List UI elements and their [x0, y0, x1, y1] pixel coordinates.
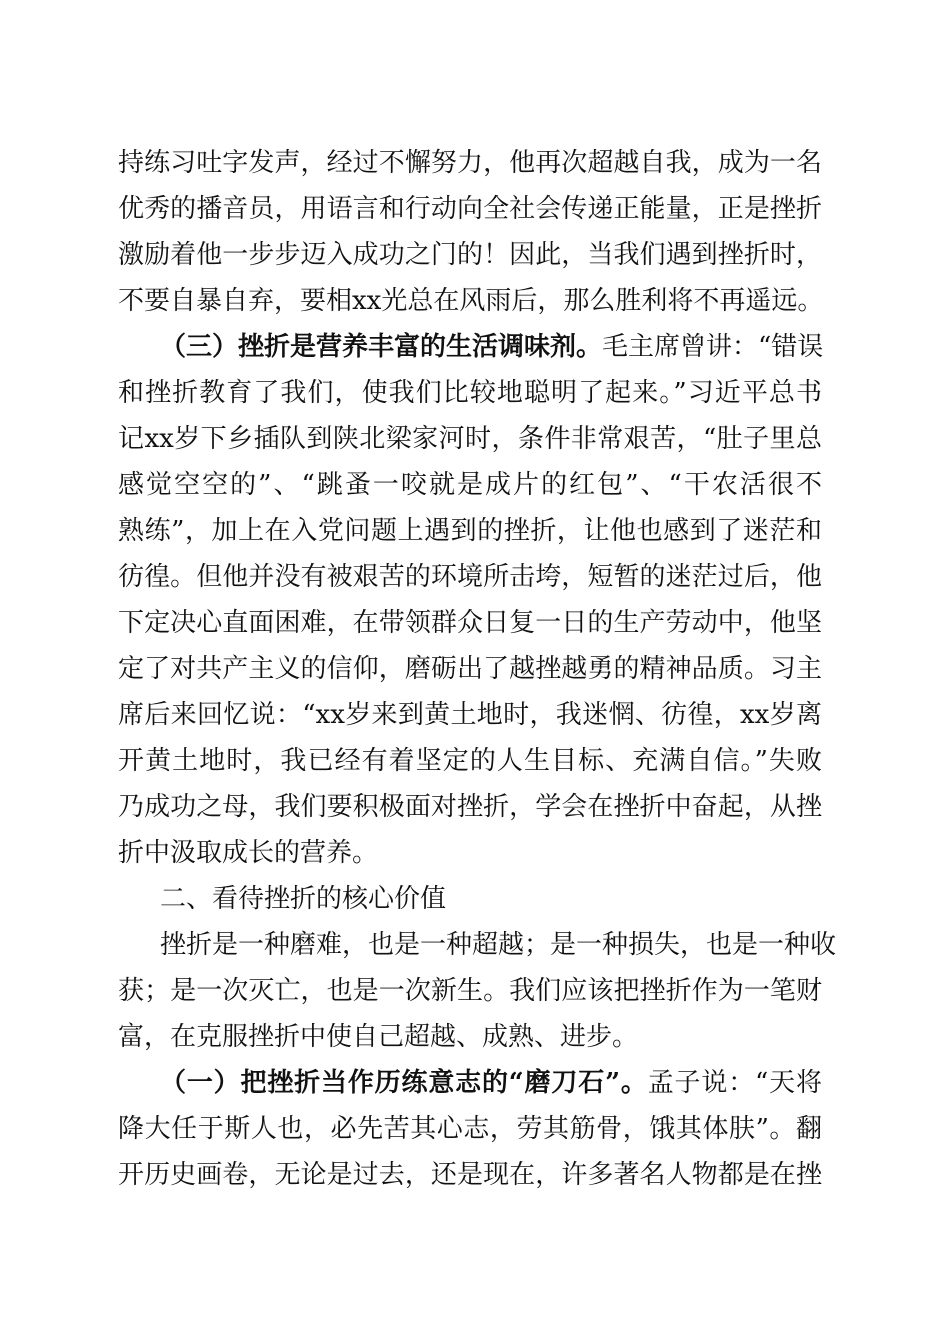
text-line: 持练习吐字发声，经过不懈努力，他再次超越自我，成为一名	[118, 148, 822, 178]
subsection-heading: （三）挫折是营养丰富的生活调味剂。	[160, 332, 603, 362]
text-line: 熟练”，加上在入党问题上遇到的挫折，让他也感到了迷茫和	[118, 516, 822, 546]
text-line: 富，在克服挫折中使自己超越、成熟、进步。	[118, 1022, 639, 1052]
section-heading: 二、看待挫折的核心价值	[160, 884, 447, 914]
subsection-text: 毛主席曾讲：“错误	[602, 332, 824, 362]
text-line: 优秀的播音员，用语言和行动向全社会传递正能量，正是挫折	[118, 194, 822, 224]
subsection-first-line	[160, 327, 822, 367]
text-line: 彷徨。但他并没有被艰苦的环境所击垮，短暂的迷茫过后，他	[118, 562, 822, 592]
subsection-heading: （一）把挫折当作历练意志的“磨刀石”。	[160, 1068, 648, 1098]
text-line: 挫折是一种磨难，也是一种超越；是一种损失，也是一种收	[160, 930, 837, 960]
text-line: 激励着他一步步迈入成功之门的！因此，当我们遇到挫折时，	[118, 240, 822, 270]
text-line: 乃成功之母，我们要积极面对挫折，学会在挫折中奋起，从挫	[118, 792, 822, 822]
text-line: 下定决心直面困难，在带领群众日复一日的生产劳动中，他坚	[118, 608, 822, 638]
text-line: 开历史画卷，无论是过去，还是现在，许多著名人物都是在挫	[118, 1160, 822, 1190]
subsection-text: 孟子说：“天将	[647, 1068, 822, 1098]
text-line: 和挫折教育了我们，使我们比较地聪明了起来。”习近平总书	[118, 378, 822, 408]
text-line: 感觉空空的”、“跳蚤一咬就是成片的红包”、“干农活很不	[118, 470, 822, 500]
text-line: 降大任于斯人也，必先苦其心志，劳其筋骨，饿其体肤”。翻	[118, 1114, 822, 1144]
text-line: 折中汲取成长的营养。	[118, 838, 379, 868]
text-line: 定了对共产主义的信仰，磨砺出了越挫越勇的精神品质。习主	[118, 654, 822, 684]
text-line: 记xx岁下乡插队到陕北梁家河时，条件非常艰苦，“肚子里总	[118, 424, 822, 454]
subsection-first-line	[160, 1063, 822, 1103]
text-line: 不要自暴自弃，要相xx光总在风雨后，那么胜利将不再遥远。	[118, 286, 824, 316]
text-line: 席后来回忆说：“xx岁来到黄土地时，我迷惘、彷徨，xx岁离	[118, 700, 822, 730]
text-line: 开黄土地时，我已经有着坚定的人生目标、充满自信。”失败	[118, 746, 822, 776]
text-line: 获；是一次灭亡，也是一次新生。我们应该把挫折作为一笔财	[118, 976, 822, 1006]
